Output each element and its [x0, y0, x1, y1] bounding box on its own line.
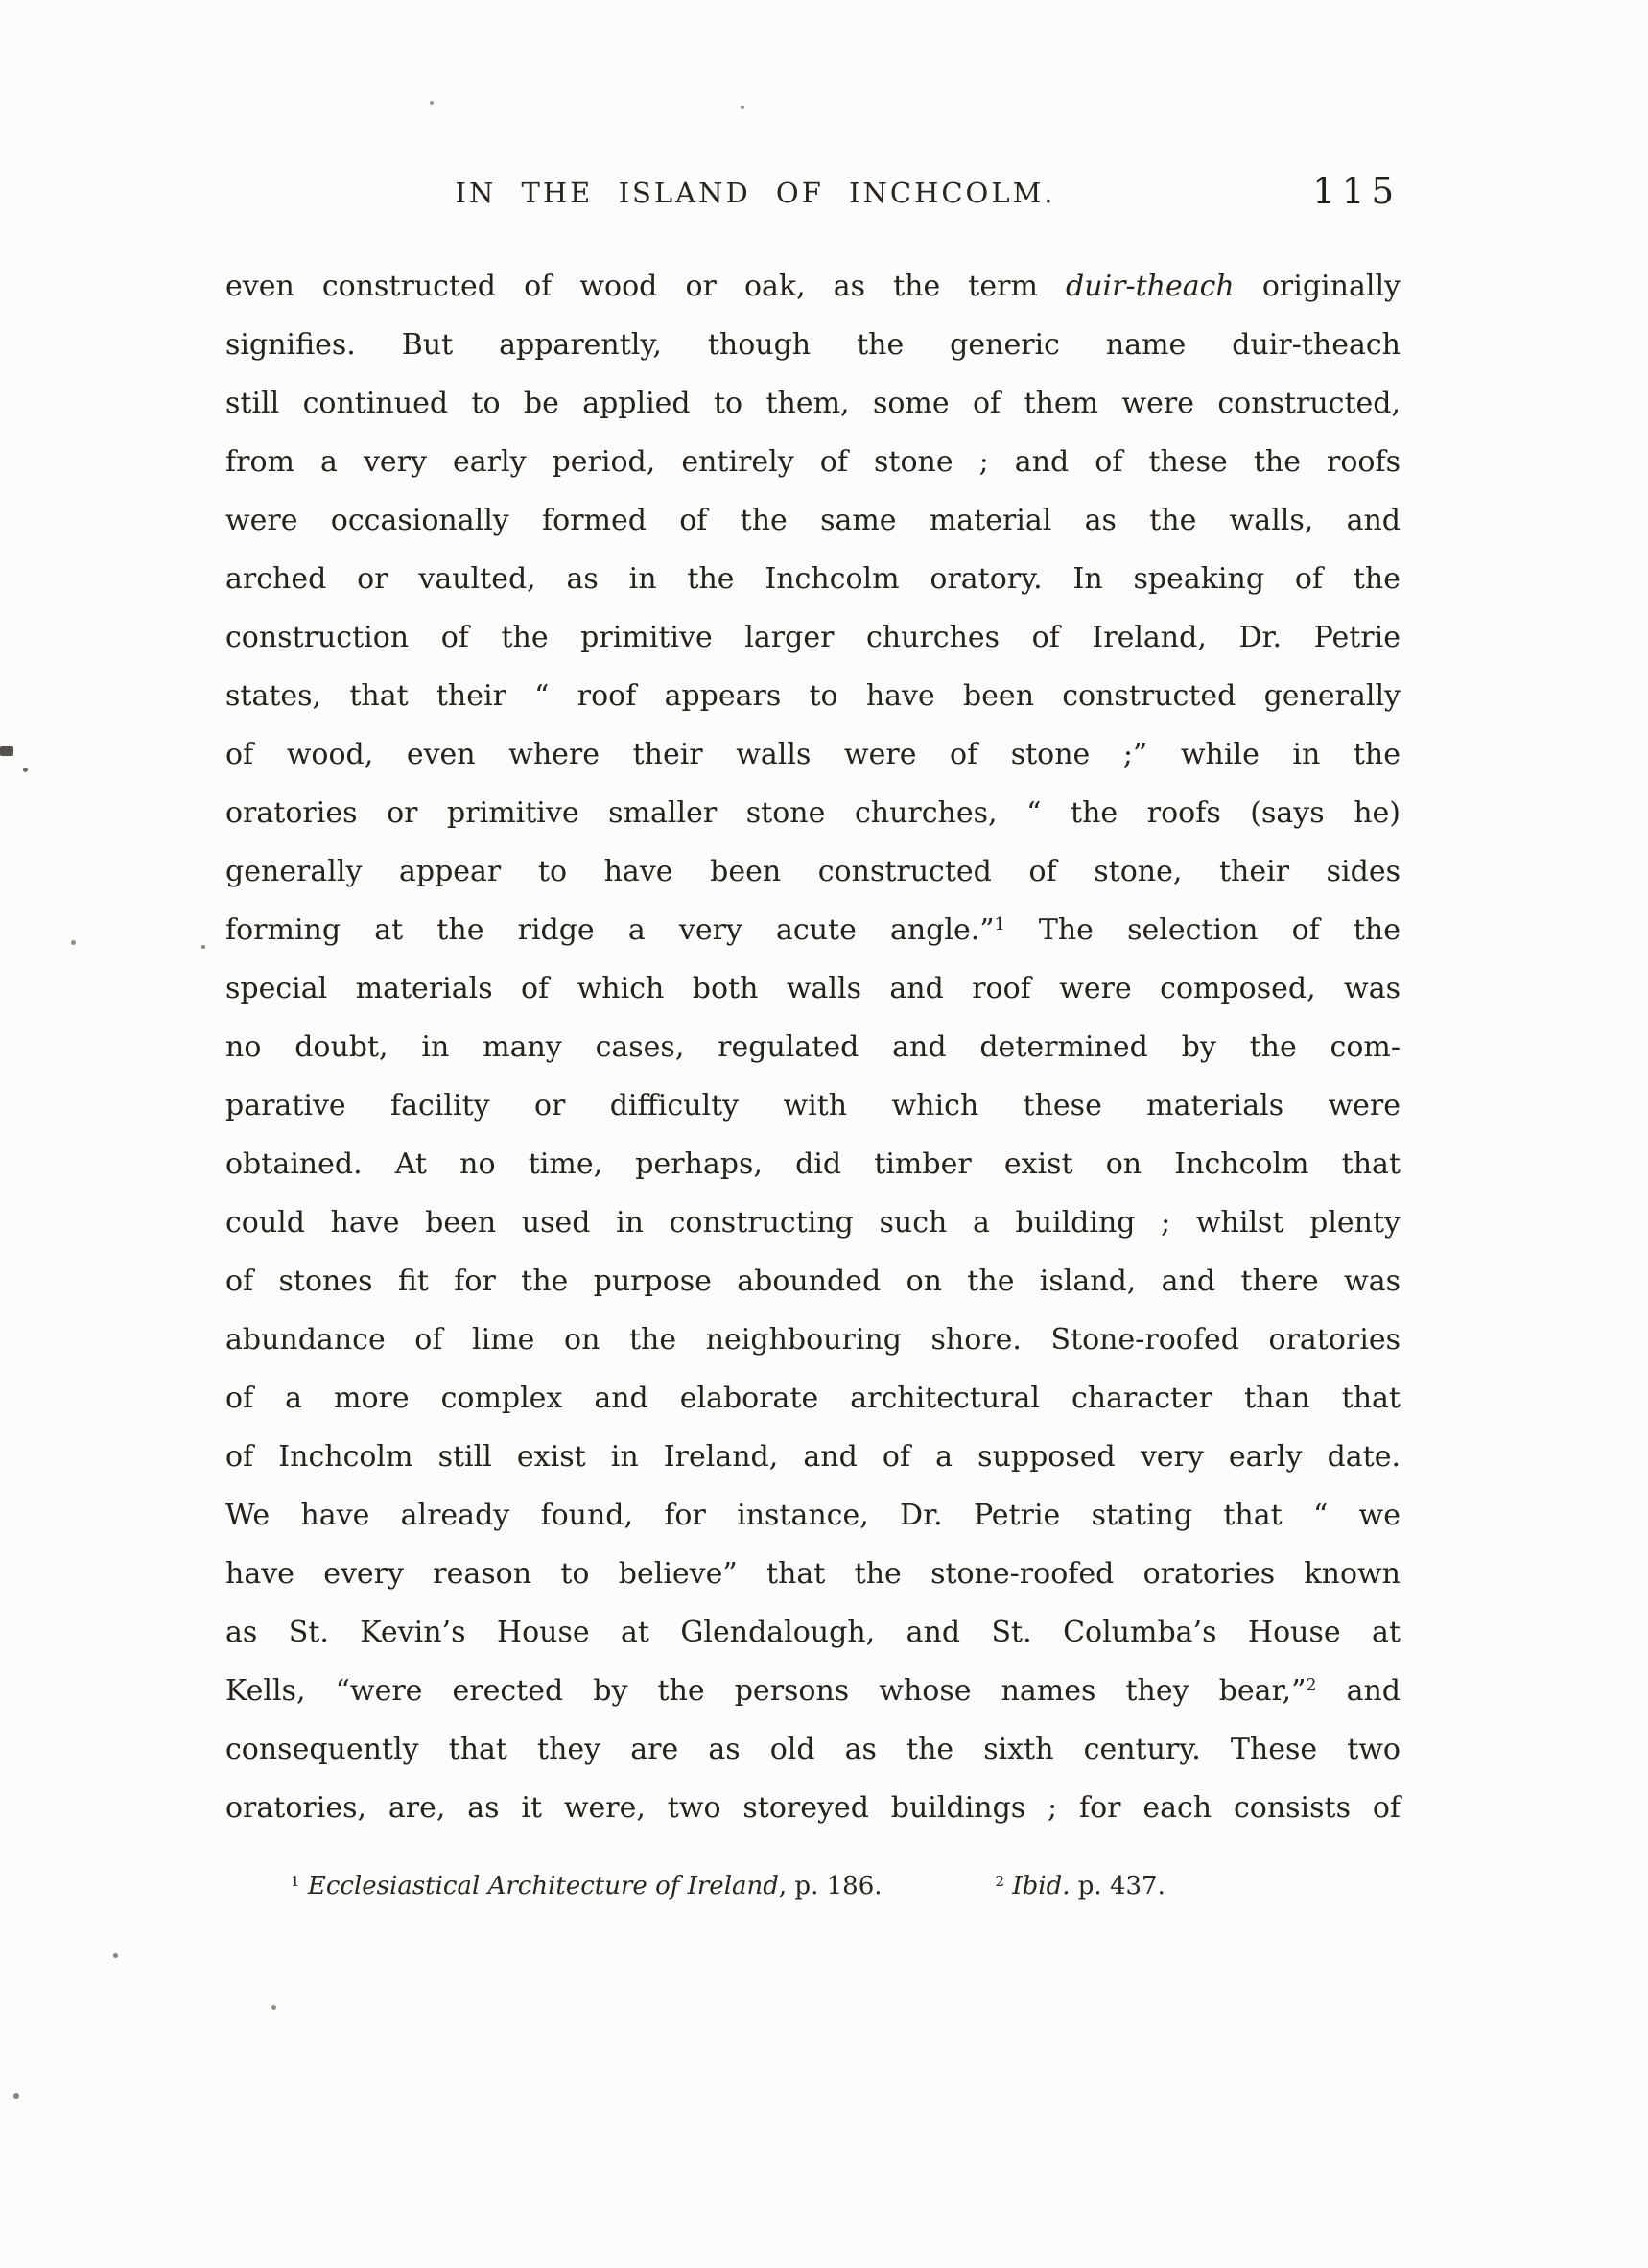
text-block — [225, 257, 1401, 1837]
text-segment: oratories, are, as it were, two storeyed buildings ; for each consists of — [225, 1791, 1401, 1825]
scan-artifact — [113, 1953, 118, 1958]
text-segment: Kells, “were erected by the persons whose names they bear,” — [225, 1674, 1307, 1708]
text-segment: 1 — [291, 1872, 300, 1890]
text-segment: The selection of the — [1004, 913, 1401, 947]
text-segment: of a more complex and elaborate architectural character than that — [225, 1382, 1401, 1415]
text-segment: signifies. But apparently, though the generic name duir-theach — [225, 328, 1401, 362]
text-segment: 2 — [995, 1872, 1005, 1890]
text-segment: consequently that they are as old as the sixth century. These two — [225, 1733, 1401, 1766]
text-segment: Ibid. — [1012, 1872, 1071, 1901]
scan-artifact — [430, 101, 434, 105]
text-segment: parative facility or difficulty with which these materials were — [225, 1089, 1401, 1122]
text-segment: 1 — [994, 915, 1005, 935]
text-line — [225, 1311, 1401, 1369]
text-segment: generally appear to have been constructed of stone, their sides — [225, 855, 1401, 888]
text-line — [225, 1486, 1401, 1545]
text-line — [225, 1252, 1401, 1311]
footnote — [225, 1867, 1401, 1905]
text-line — [225, 1545, 1401, 1603]
text-segment: as St. Kevin’s House at Glendalough, and St. Columba’s House at — [225, 1616, 1401, 1649]
text-line — [225, 1662, 1401, 1720]
text-line — [225, 257, 1401, 316]
scan-artifact — [0, 746, 13, 756]
text-segment: abundance of lime on the neighbouring shore. Stone-roofed oratories — [225, 1323, 1401, 1357]
text-line — [225, 1779, 1401, 1837]
text-line — [225, 1135, 1401, 1193]
text-line — [225, 550, 1401, 608]
text-line — [225, 1720, 1401, 1779]
text-line — [225, 1193, 1401, 1252]
text-segment: were occasionally formed of the same material as the walls, and — [225, 504, 1401, 537]
running-title: IN THE ISLAND OF INCHCOLM. — [455, 177, 1056, 209]
text-line — [225, 725, 1401, 784]
text-segment: duir-theach — [1066, 270, 1235, 303]
text-segment: states, that their “ roof appears to have been constructed generally — [225, 679, 1401, 713]
text-segment: forming at the ridge a very acute angle.” — [225, 913, 995, 947]
scan-artifact — [271, 2005, 276, 2010]
text-segment — [300, 1872, 308, 1901]
text-segment: even constructed of wood or oak, as the term — [225, 270, 1066, 303]
text-segment: arched or vaulted, as in the Inchcolm oratory. In speaking of the — [225, 562, 1401, 596]
scan-artifact — [13, 2093, 19, 2099]
text-segment: obtained. At no time, perhaps, did timber exist on Inchcolm that — [225, 1147, 1401, 1181]
text-line — [225, 1018, 1401, 1076]
scan-artifact — [201, 945, 205, 949]
text-segment: oratories or primitive smaller stone churches, “ the roofs (says he) — [225, 796, 1401, 830]
text-line — [225, 1076, 1401, 1135]
text-line — [225, 316, 1401, 374]
text-segment: still continued to be applied to them, some of them were constructed, — [225, 387, 1401, 420]
text-line — [225, 433, 1401, 491]
text-line — [225, 842, 1401, 901]
text-line — [225, 1369, 1401, 1428]
text-segment: originally — [1234, 270, 1401, 303]
text-line — [225, 1428, 1401, 1486]
text-segment: 2 — [1306, 1676, 1317, 1696]
text-line — [225, 959, 1401, 1018]
text-segment: have every reason to believe” that the stone-roofed oratories known — [225, 1557, 1401, 1591]
text-line — [225, 1603, 1401, 1662]
scan-artifact — [741, 106, 744, 109]
text-segment: of stones fit for the purpose abounded on the island, and there was — [225, 1264, 1401, 1298]
text-line — [225, 491, 1401, 550]
text-line — [225, 901, 1401, 959]
text-line — [225, 667, 1401, 725]
text-segment: We have already found, for instance, Dr. Petrie stating that “ we — [225, 1499, 1401, 1532]
text-segment: construction of the primitive larger churches of Ireland, Dr. Petrie — [225, 621, 1401, 654]
page-number: 115 — [1312, 171, 1401, 212]
scan-artifact — [71, 940, 76, 945]
text-segment: p. 437. — [1070, 1872, 1165, 1901]
text-segment: of wood, even where their walls were of stone ;” while in the — [225, 738, 1401, 771]
text-line — [225, 374, 1401, 433]
text-segment: no doubt, in many cases, regulated and determined by the com- — [225, 1030, 1401, 1064]
text-segment: Ecclesiastical Architecture of Ireland — [307, 1872, 779, 1901]
text-line — [225, 784, 1401, 842]
text-segment: special materials of which both walls and roof were composed, was — [225, 972, 1401, 1005]
scan-artifact — [23, 768, 28, 772]
text-line — [225, 608, 1401, 667]
page-header — [225, 171, 1401, 217]
text-segment: , p. 186. — [778, 1872, 883, 1901]
text-segment: from a very early period, entirely of stone ; and of these the roofs — [225, 445, 1401, 479]
text-segment: could have been used in constructing such a building ; whilst plenty — [225, 1206, 1401, 1240]
text-segment: and — [1316, 1674, 1401, 1708]
text-segment: of Inchcolm still exist in Ireland, and of a supposed very early date. — [225, 1440, 1401, 1474]
